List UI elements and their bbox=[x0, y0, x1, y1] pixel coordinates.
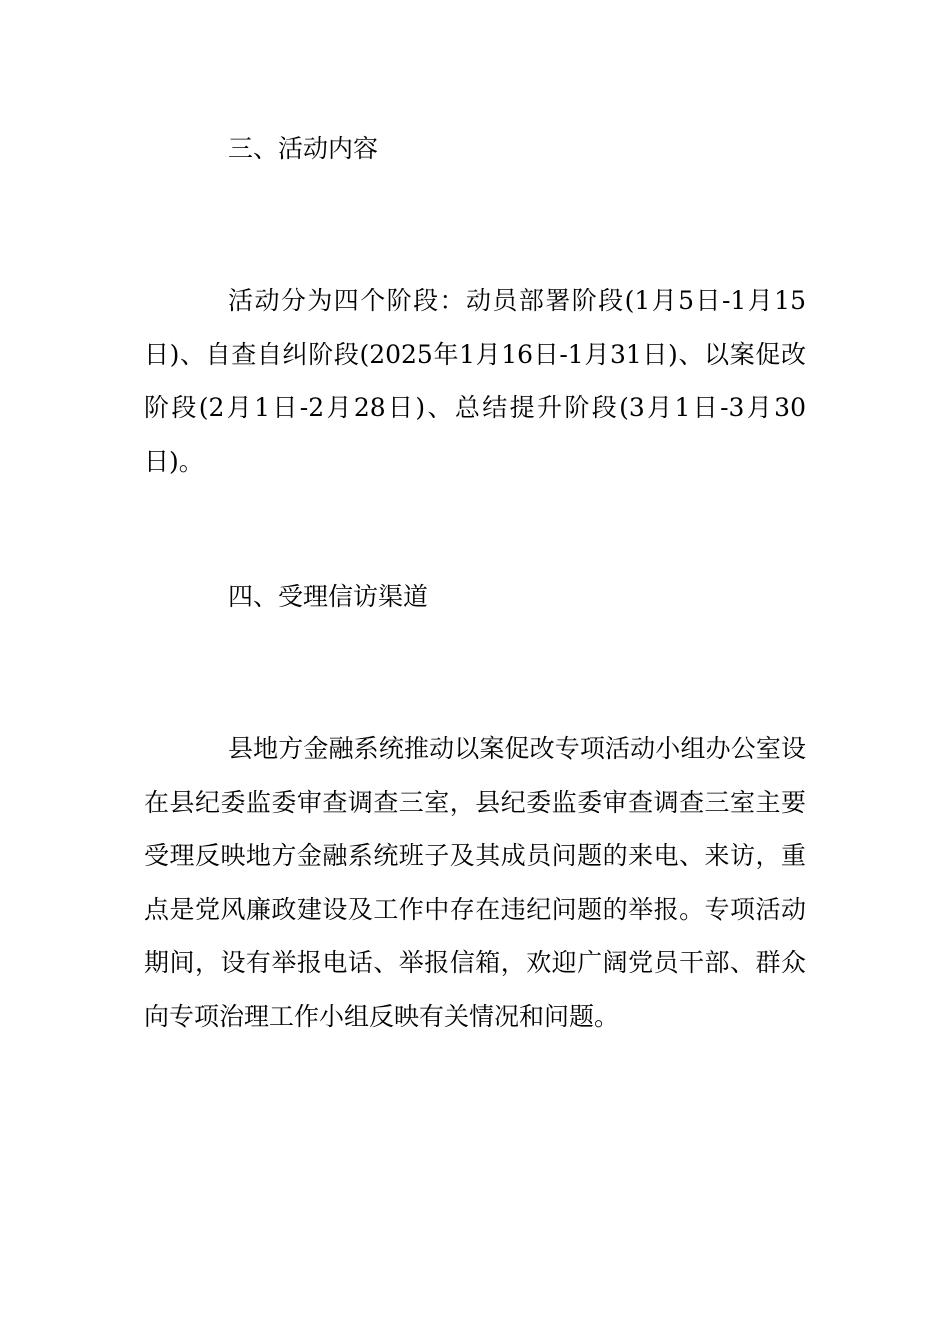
section-heading-petition-channels: 四、受理信访渠道 bbox=[228, 582, 429, 611]
paragraph-petition-channels: 县地方金融系统推动以案促改专项活动小组办公室设在县纪委监委审查调查三室，县纪委监委审查调查三室主要受理反映地方金融系统班子及其成员问题的来电、来访，重点是党风廉政建设及工作中存在违纪问题的举报。专项活动期间，设有举报电话、举报信箱，欢迎广阔党员干部、群众向专项治理工作小组反映有关情况和问题。 bbox=[144, 734, 806, 1031]
paragraph-activity-stages: 活动分为四个阶段：动员部署阶段(1月5日-1月15日)、自查自纠阶段(2025年1月16日-1月31日)、以案促改阶段(2月1日-2月28日)、总结提升阶段(3月1日-3月30日)。 bbox=[144, 286, 806, 476]
section-heading-activity-content: 三、活动内容 bbox=[228, 134, 379, 163]
